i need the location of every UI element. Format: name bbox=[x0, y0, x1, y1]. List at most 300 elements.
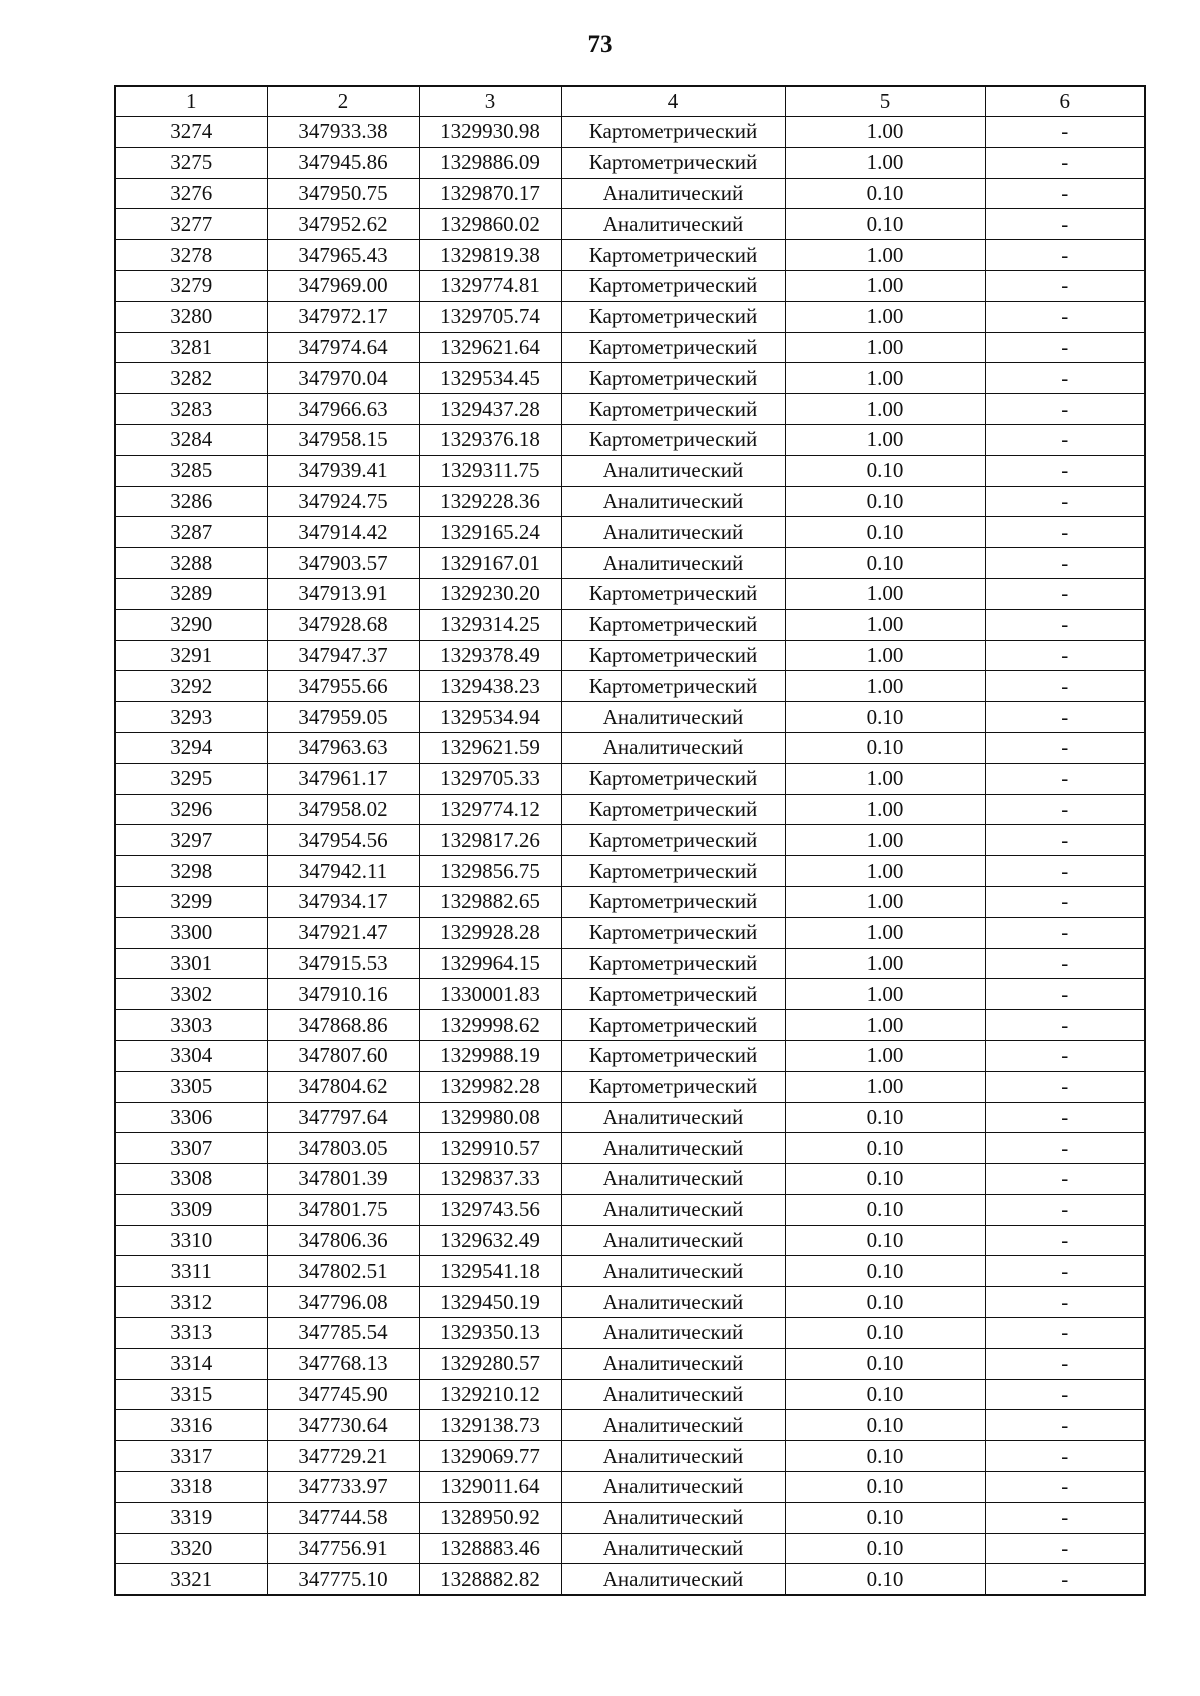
note-cell: - bbox=[985, 1318, 1145, 1349]
table-row bbox=[115, 394, 1145, 425]
note-cell: - bbox=[985, 301, 1145, 332]
accuracy-cell: 0.10 bbox=[785, 1441, 985, 1472]
column-header: 5 bbox=[785, 86, 985, 117]
table-row bbox=[115, 1010, 1145, 1041]
accuracy-cell: 0.10 bbox=[785, 1164, 985, 1195]
method-cell: Аналитический bbox=[561, 455, 785, 486]
accuracy-cell: 1.00 bbox=[785, 363, 985, 394]
point-number-cell: 3276 bbox=[115, 178, 267, 209]
method-cell: Картометрический bbox=[561, 979, 785, 1010]
accuracy-cell: 0.10 bbox=[785, 517, 985, 548]
point-number-cell: 3318 bbox=[115, 1472, 267, 1503]
x-coordinate-cell: 347804.62 bbox=[267, 1071, 419, 1102]
accuracy-cell: 0.10 bbox=[785, 1472, 985, 1503]
table-row bbox=[115, 301, 1145, 332]
note-cell: - bbox=[985, 1256, 1145, 1287]
method-cell: Картометрический bbox=[561, 1040, 785, 1071]
y-coordinate-cell: 1329450.19 bbox=[419, 1287, 561, 1318]
table-row bbox=[115, 209, 1145, 240]
table-row bbox=[115, 1502, 1145, 1533]
note-cell: - bbox=[985, 209, 1145, 240]
page-number: 73 bbox=[587, 31, 613, 58]
y-coordinate-cell: 1329928.28 bbox=[419, 917, 561, 948]
x-coordinate-cell: 347965.43 bbox=[267, 240, 419, 271]
x-coordinate-cell: 347952.62 bbox=[267, 209, 419, 240]
x-coordinate-cell: 347910.16 bbox=[267, 979, 419, 1010]
table-row bbox=[115, 548, 1145, 579]
point-number-cell: 3274 bbox=[115, 117, 267, 148]
accuracy-cell: 1.00 bbox=[785, 640, 985, 671]
column-header: 4 bbox=[561, 86, 785, 117]
point-number-cell: 3321 bbox=[115, 1564, 267, 1595]
y-coordinate-cell: 1328950.92 bbox=[419, 1502, 561, 1533]
table-row bbox=[115, 486, 1145, 517]
accuracy-cell: 1.00 bbox=[785, 671, 985, 702]
note-cell: - bbox=[985, 1071, 1145, 1102]
y-coordinate-cell: 1329870.17 bbox=[419, 178, 561, 209]
method-cell: Аналитический bbox=[561, 178, 785, 209]
point-number-cell: 3306 bbox=[115, 1102, 267, 1133]
note-cell: - bbox=[985, 763, 1145, 794]
point-number-cell: 3282 bbox=[115, 363, 267, 394]
x-coordinate-cell: 347775.10 bbox=[267, 1564, 419, 1595]
accuracy-cell: 0.10 bbox=[785, 178, 985, 209]
x-coordinate-cell: 347797.64 bbox=[267, 1102, 419, 1133]
y-coordinate-cell: 1329138.73 bbox=[419, 1410, 561, 1441]
method-cell: Аналитический bbox=[561, 209, 785, 240]
y-coordinate-cell: 1329534.45 bbox=[419, 363, 561, 394]
x-coordinate-cell: 347745.90 bbox=[267, 1379, 419, 1410]
method-cell: Аналитический bbox=[561, 517, 785, 548]
note-cell: - bbox=[985, 702, 1145, 733]
x-coordinate-cell: 347806.36 bbox=[267, 1225, 419, 1256]
note-cell: - bbox=[985, 1472, 1145, 1503]
point-number-cell: 3293 bbox=[115, 702, 267, 733]
note-cell: - bbox=[985, 1348, 1145, 1379]
table-header bbox=[115, 86, 1145, 117]
method-cell: Аналитический bbox=[561, 732, 785, 763]
point-number-cell: 3277 bbox=[115, 209, 267, 240]
method-cell: Картометрический bbox=[561, 1071, 785, 1102]
y-coordinate-cell: 1329621.59 bbox=[419, 732, 561, 763]
x-coordinate-cell: 347921.47 bbox=[267, 917, 419, 948]
method-cell: Аналитический bbox=[561, 702, 785, 733]
method-cell: Аналитический bbox=[561, 486, 785, 517]
accuracy-cell: 1.00 bbox=[785, 917, 985, 948]
accuracy-cell: 1.00 bbox=[785, 332, 985, 363]
x-coordinate-cell: 347913.91 bbox=[267, 578, 419, 609]
table-row bbox=[115, 363, 1145, 394]
point-number-cell: 3317 bbox=[115, 1441, 267, 1472]
x-coordinate-cell: 347955.66 bbox=[267, 671, 419, 702]
note-cell: - bbox=[985, 1225, 1145, 1256]
method-cell: Картометрический bbox=[561, 825, 785, 856]
note-cell: - bbox=[985, 640, 1145, 671]
table-row bbox=[115, 1225, 1145, 1256]
note-cell: - bbox=[985, 732, 1145, 763]
x-coordinate-cell: 347744.58 bbox=[267, 1502, 419, 1533]
point-number-cell: 3281 bbox=[115, 332, 267, 363]
table-row bbox=[115, 1164, 1145, 1195]
accuracy-cell: 0.10 bbox=[785, 1194, 985, 1225]
y-coordinate-cell: 1329837.33 bbox=[419, 1164, 561, 1195]
accuracy-cell: 0.10 bbox=[785, 1256, 985, 1287]
note-cell: - bbox=[985, 394, 1145, 425]
method-cell: Картометрический bbox=[561, 363, 785, 394]
y-coordinate-cell: 1329438.23 bbox=[419, 671, 561, 702]
point-number-cell: 3283 bbox=[115, 394, 267, 425]
table-row bbox=[115, 240, 1145, 271]
accuracy-cell: 0.10 bbox=[785, 1564, 985, 1595]
table-row bbox=[115, 178, 1145, 209]
method-cell: Картометрический bbox=[561, 671, 785, 702]
table-row bbox=[115, 1102, 1145, 1133]
table-row bbox=[115, 825, 1145, 856]
point-number-cell: 3289 bbox=[115, 578, 267, 609]
y-coordinate-cell: 1329982.28 bbox=[419, 1071, 561, 1102]
accuracy-cell: 0.10 bbox=[785, 1287, 985, 1318]
accuracy-cell: 0.10 bbox=[785, 209, 985, 240]
y-coordinate-cell: 1329376.18 bbox=[419, 424, 561, 455]
table-row bbox=[115, 517, 1145, 548]
method-cell: Аналитический bbox=[561, 1225, 785, 1256]
x-coordinate-cell: 347961.17 bbox=[267, 763, 419, 794]
x-coordinate-cell: 347934.17 bbox=[267, 886, 419, 917]
y-coordinate-cell: 1329886.09 bbox=[419, 147, 561, 178]
accuracy-cell: 1.00 bbox=[785, 609, 985, 640]
note-cell: - bbox=[985, 1533, 1145, 1564]
y-coordinate-cell: 1329167.01 bbox=[419, 548, 561, 579]
note-cell: - bbox=[985, 1287, 1145, 1318]
accuracy-cell: 0.10 bbox=[785, 1348, 985, 1379]
table-row bbox=[115, 1379, 1145, 1410]
point-number-cell: 3295 bbox=[115, 763, 267, 794]
x-coordinate-cell: 347729.21 bbox=[267, 1441, 419, 1472]
table-row bbox=[115, 1564, 1145, 1595]
point-number-cell: 3316 bbox=[115, 1410, 267, 1441]
note-cell: - bbox=[985, 363, 1145, 394]
table-row bbox=[115, 948, 1145, 979]
note-cell: - bbox=[985, 825, 1145, 856]
accuracy-cell: 1.00 bbox=[785, 825, 985, 856]
point-number-cell: 3292 bbox=[115, 671, 267, 702]
method-cell: Аналитический bbox=[561, 1564, 785, 1595]
table-row bbox=[115, 1194, 1145, 1225]
accuracy-cell: 0.10 bbox=[785, 1225, 985, 1256]
note-cell: - bbox=[985, 578, 1145, 609]
point-number-cell: 3285 bbox=[115, 455, 267, 486]
table-row bbox=[115, 1071, 1145, 1102]
table-row bbox=[115, 1410, 1145, 1441]
point-number-cell: 3279 bbox=[115, 270, 267, 301]
point-number-cell: 3286 bbox=[115, 486, 267, 517]
y-coordinate-cell: 1329856.75 bbox=[419, 856, 561, 887]
y-coordinate-cell: 1329705.33 bbox=[419, 763, 561, 794]
note-cell: - bbox=[985, 979, 1145, 1010]
table-row bbox=[115, 640, 1145, 671]
table-row bbox=[115, 763, 1145, 794]
note-cell: - bbox=[985, 270, 1145, 301]
accuracy-cell: 0.10 bbox=[785, 732, 985, 763]
point-number-cell: 3313 bbox=[115, 1318, 267, 1349]
table-row bbox=[115, 609, 1145, 640]
column-header: 6 bbox=[985, 86, 1145, 117]
point-number-cell: 3275 bbox=[115, 147, 267, 178]
method-cell: Картометрический bbox=[561, 794, 785, 825]
method-cell: Картометрический bbox=[561, 856, 785, 887]
note-cell: - bbox=[985, 856, 1145, 887]
point-number-cell: 3288 bbox=[115, 548, 267, 579]
y-coordinate-cell: 1329964.15 bbox=[419, 948, 561, 979]
y-coordinate-cell: 1329541.18 bbox=[419, 1256, 561, 1287]
x-coordinate-cell: 347947.37 bbox=[267, 640, 419, 671]
method-cell: Картометрический bbox=[561, 332, 785, 363]
x-coordinate-cell: 347924.75 bbox=[267, 486, 419, 517]
table-row bbox=[115, 270, 1145, 301]
x-coordinate-cell: 347933.38 bbox=[267, 117, 419, 148]
y-coordinate-cell: 1329165.24 bbox=[419, 517, 561, 548]
x-coordinate-cell: 347768.13 bbox=[267, 1348, 419, 1379]
method-cell: Аналитический bbox=[561, 1256, 785, 1287]
x-coordinate-cell: 347733.97 bbox=[267, 1472, 419, 1503]
method-cell: Аналитический bbox=[561, 1164, 785, 1195]
note-cell: - bbox=[985, 794, 1145, 825]
method-cell: Картометрический bbox=[561, 886, 785, 917]
note-cell: - bbox=[985, 486, 1145, 517]
point-number-cell: 3320 bbox=[115, 1533, 267, 1564]
x-coordinate-cell: 347928.68 bbox=[267, 609, 419, 640]
point-number-cell: 3304 bbox=[115, 1040, 267, 1071]
y-coordinate-cell: 1328882.82 bbox=[419, 1564, 561, 1595]
note-cell: - bbox=[985, 178, 1145, 209]
method-cell: Аналитический bbox=[561, 1194, 785, 1225]
accuracy-cell: 1.00 bbox=[785, 886, 985, 917]
point-number-cell: 3298 bbox=[115, 856, 267, 887]
point-number-cell: 3315 bbox=[115, 1379, 267, 1410]
table-row bbox=[115, 671, 1145, 702]
point-number-cell: 3300 bbox=[115, 917, 267, 948]
point-number-cell: 3305 bbox=[115, 1071, 267, 1102]
table-row bbox=[115, 424, 1145, 455]
accuracy-cell: 0.10 bbox=[785, 1318, 985, 1349]
y-coordinate-cell: 1329210.12 bbox=[419, 1379, 561, 1410]
x-coordinate-cell: 347972.17 bbox=[267, 301, 419, 332]
x-coordinate-cell: 347963.63 bbox=[267, 732, 419, 763]
point-number-cell: 3287 bbox=[115, 517, 267, 548]
y-coordinate-cell: 1329437.28 bbox=[419, 394, 561, 425]
table-row bbox=[115, 917, 1145, 948]
note-cell: - bbox=[985, 1040, 1145, 1071]
y-coordinate-cell: 1330001.83 bbox=[419, 979, 561, 1010]
table-row bbox=[115, 147, 1145, 178]
x-coordinate-cell: 347966.63 bbox=[267, 394, 419, 425]
table-row bbox=[115, 732, 1145, 763]
accuracy-cell: 0.10 bbox=[785, 1102, 985, 1133]
accuracy-cell: 1.00 bbox=[785, 1040, 985, 1071]
table-row bbox=[115, 1287, 1145, 1318]
accuracy-cell: 0.10 bbox=[785, 1379, 985, 1410]
table-row bbox=[115, 979, 1145, 1010]
point-number-cell: 3280 bbox=[115, 301, 267, 332]
method-cell: Картометрический bbox=[561, 301, 785, 332]
point-number-cell: 3312 bbox=[115, 1287, 267, 1318]
x-coordinate-cell: 347945.86 bbox=[267, 147, 419, 178]
y-coordinate-cell: 1329930.98 bbox=[419, 117, 561, 148]
y-coordinate-cell: 1329350.13 bbox=[419, 1318, 561, 1349]
y-coordinate-cell: 1329311.75 bbox=[419, 455, 561, 486]
point-number-cell: 3294 bbox=[115, 732, 267, 763]
x-coordinate-cell: 347970.04 bbox=[267, 363, 419, 394]
accuracy-cell: 0.10 bbox=[785, 702, 985, 733]
table-body bbox=[115, 117, 1145, 1596]
note-cell: - bbox=[985, 1379, 1145, 1410]
point-number-cell: 3299 bbox=[115, 886, 267, 917]
note-cell: - bbox=[985, 424, 1145, 455]
method-cell: Картометрический bbox=[561, 117, 785, 148]
point-number-cell: 3307 bbox=[115, 1133, 267, 1164]
y-coordinate-cell: 1329774.12 bbox=[419, 794, 561, 825]
note-cell: - bbox=[985, 948, 1145, 979]
accuracy-cell: 0.10 bbox=[785, 1410, 985, 1441]
x-coordinate-cell: 347868.86 bbox=[267, 1010, 419, 1041]
method-cell: Аналитический bbox=[561, 1133, 785, 1164]
point-number-cell: 3314 bbox=[115, 1348, 267, 1379]
x-coordinate-cell: 347959.05 bbox=[267, 702, 419, 733]
note-cell: - bbox=[985, 1164, 1145, 1195]
x-coordinate-cell: 347903.57 bbox=[267, 548, 419, 579]
accuracy-cell: 1.00 bbox=[785, 394, 985, 425]
point-number-cell: 3284 bbox=[115, 424, 267, 455]
point-number-cell: 3311 bbox=[115, 1256, 267, 1287]
table-row bbox=[115, 1040, 1145, 1071]
y-coordinate-cell: 1329280.57 bbox=[419, 1348, 561, 1379]
note-cell: - bbox=[985, 917, 1145, 948]
x-coordinate-cell: 347954.56 bbox=[267, 825, 419, 856]
x-coordinate-cell: 347803.05 bbox=[267, 1133, 419, 1164]
note-cell: - bbox=[985, 609, 1145, 640]
method-cell: Аналитический bbox=[561, 548, 785, 579]
note-cell: - bbox=[985, 1010, 1145, 1041]
x-coordinate-cell: 347939.41 bbox=[267, 455, 419, 486]
y-coordinate-cell: 1329228.36 bbox=[419, 486, 561, 517]
method-cell: Картометрический bbox=[561, 424, 785, 455]
table-row bbox=[115, 1318, 1145, 1349]
x-coordinate-cell: 347796.08 bbox=[267, 1287, 419, 1318]
y-coordinate-cell: 1329774.81 bbox=[419, 270, 561, 301]
point-number-cell: 3278 bbox=[115, 240, 267, 271]
y-coordinate-cell: 1329817.26 bbox=[419, 825, 561, 856]
table-row bbox=[115, 455, 1145, 486]
method-cell: Картометрический bbox=[561, 917, 785, 948]
method-cell: Аналитический bbox=[561, 1102, 785, 1133]
x-coordinate-cell: 347914.42 bbox=[267, 517, 419, 548]
x-coordinate-cell: 347801.39 bbox=[267, 1164, 419, 1195]
coordinates-table bbox=[114, 85, 1146, 1596]
y-coordinate-cell: 1329743.56 bbox=[419, 1194, 561, 1225]
note-cell: - bbox=[985, 332, 1145, 363]
accuracy-cell: 1.00 bbox=[785, 763, 985, 794]
note-cell: - bbox=[985, 671, 1145, 702]
method-cell: Картометрический bbox=[561, 147, 785, 178]
column-header: 3 bbox=[419, 86, 561, 117]
table-row bbox=[115, 578, 1145, 609]
table-row bbox=[115, 886, 1145, 917]
note-cell: - bbox=[985, 1194, 1145, 1225]
table-row bbox=[115, 1256, 1145, 1287]
point-number-cell: 3296 bbox=[115, 794, 267, 825]
accuracy-cell: 1.00 bbox=[785, 979, 985, 1010]
note-cell: - bbox=[985, 240, 1145, 271]
method-cell: Аналитический bbox=[561, 1379, 785, 1410]
accuracy-cell: 1.00 bbox=[785, 117, 985, 148]
note-cell: - bbox=[985, 147, 1145, 178]
y-coordinate-cell: 1329980.08 bbox=[419, 1102, 561, 1133]
y-coordinate-cell: 1329011.64 bbox=[419, 1472, 561, 1503]
x-coordinate-cell: 347785.54 bbox=[267, 1318, 419, 1349]
accuracy-cell: 1.00 bbox=[785, 240, 985, 271]
point-number-cell: 3310 bbox=[115, 1225, 267, 1256]
x-coordinate-cell: 347942.11 bbox=[267, 856, 419, 887]
x-coordinate-cell: 347807.60 bbox=[267, 1040, 419, 1071]
accuracy-cell: 0.10 bbox=[785, 548, 985, 579]
y-coordinate-cell: 1329632.49 bbox=[419, 1225, 561, 1256]
method-cell: Аналитический bbox=[561, 1410, 785, 1441]
accuracy-cell: 1.00 bbox=[785, 1010, 985, 1041]
x-coordinate-cell: 347802.51 bbox=[267, 1256, 419, 1287]
y-coordinate-cell: 1328883.46 bbox=[419, 1533, 561, 1564]
table-row bbox=[115, 1472, 1145, 1503]
note-cell: - bbox=[985, 1410, 1145, 1441]
y-coordinate-cell: 1329069.77 bbox=[419, 1441, 561, 1472]
y-coordinate-cell: 1329314.25 bbox=[419, 609, 561, 640]
x-coordinate-cell: 347730.64 bbox=[267, 1410, 419, 1441]
method-cell: Картометрический bbox=[561, 394, 785, 425]
table-row bbox=[115, 1133, 1145, 1164]
method-cell: Картометрический bbox=[561, 578, 785, 609]
note-cell: - bbox=[985, 117, 1145, 148]
table-row bbox=[115, 856, 1145, 887]
accuracy-cell: 1.00 bbox=[785, 270, 985, 301]
method-cell: Картометрический bbox=[561, 763, 785, 794]
point-number-cell: 3297 bbox=[115, 825, 267, 856]
accuracy-cell: 0.10 bbox=[785, 1533, 985, 1564]
x-coordinate-cell: 347915.53 bbox=[267, 948, 419, 979]
x-coordinate-cell: 347958.15 bbox=[267, 424, 419, 455]
table-row bbox=[115, 1441, 1145, 1472]
accuracy-cell: 1.00 bbox=[785, 948, 985, 979]
accuracy-cell: 0.10 bbox=[785, 455, 985, 486]
accuracy-cell: 1.00 bbox=[785, 424, 985, 455]
method-cell: Аналитический bbox=[561, 1502, 785, 1533]
method-cell: Аналитический bbox=[561, 1533, 785, 1564]
point-number-cell: 3301 bbox=[115, 948, 267, 979]
y-coordinate-cell: 1329378.49 bbox=[419, 640, 561, 671]
method-cell: Аналитический bbox=[561, 1441, 785, 1472]
x-coordinate-cell: 347801.75 bbox=[267, 1194, 419, 1225]
x-coordinate-cell: 347969.00 bbox=[267, 270, 419, 301]
method-cell: Аналитический bbox=[561, 1287, 785, 1318]
method-cell: Картометрический bbox=[561, 270, 785, 301]
note-cell: - bbox=[985, 1102, 1145, 1133]
method-cell: Аналитический bbox=[561, 1472, 785, 1503]
y-coordinate-cell: 1329988.19 bbox=[419, 1040, 561, 1071]
table-row bbox=[115, 794, 1145, 825]
method-cell: Аналитический bbox=[561, 1318, 785, 1349]
table-row bbox=[115, 702, 1145, 733]
accuracy-cell: 1.00 bbox=[785, 301, 985, 332]
y-coordinate-cell: 1329534.94 bbox=[419, 702, 561, 733]
note-cell: - bbox=[985, 1133, 1145, 1164]
